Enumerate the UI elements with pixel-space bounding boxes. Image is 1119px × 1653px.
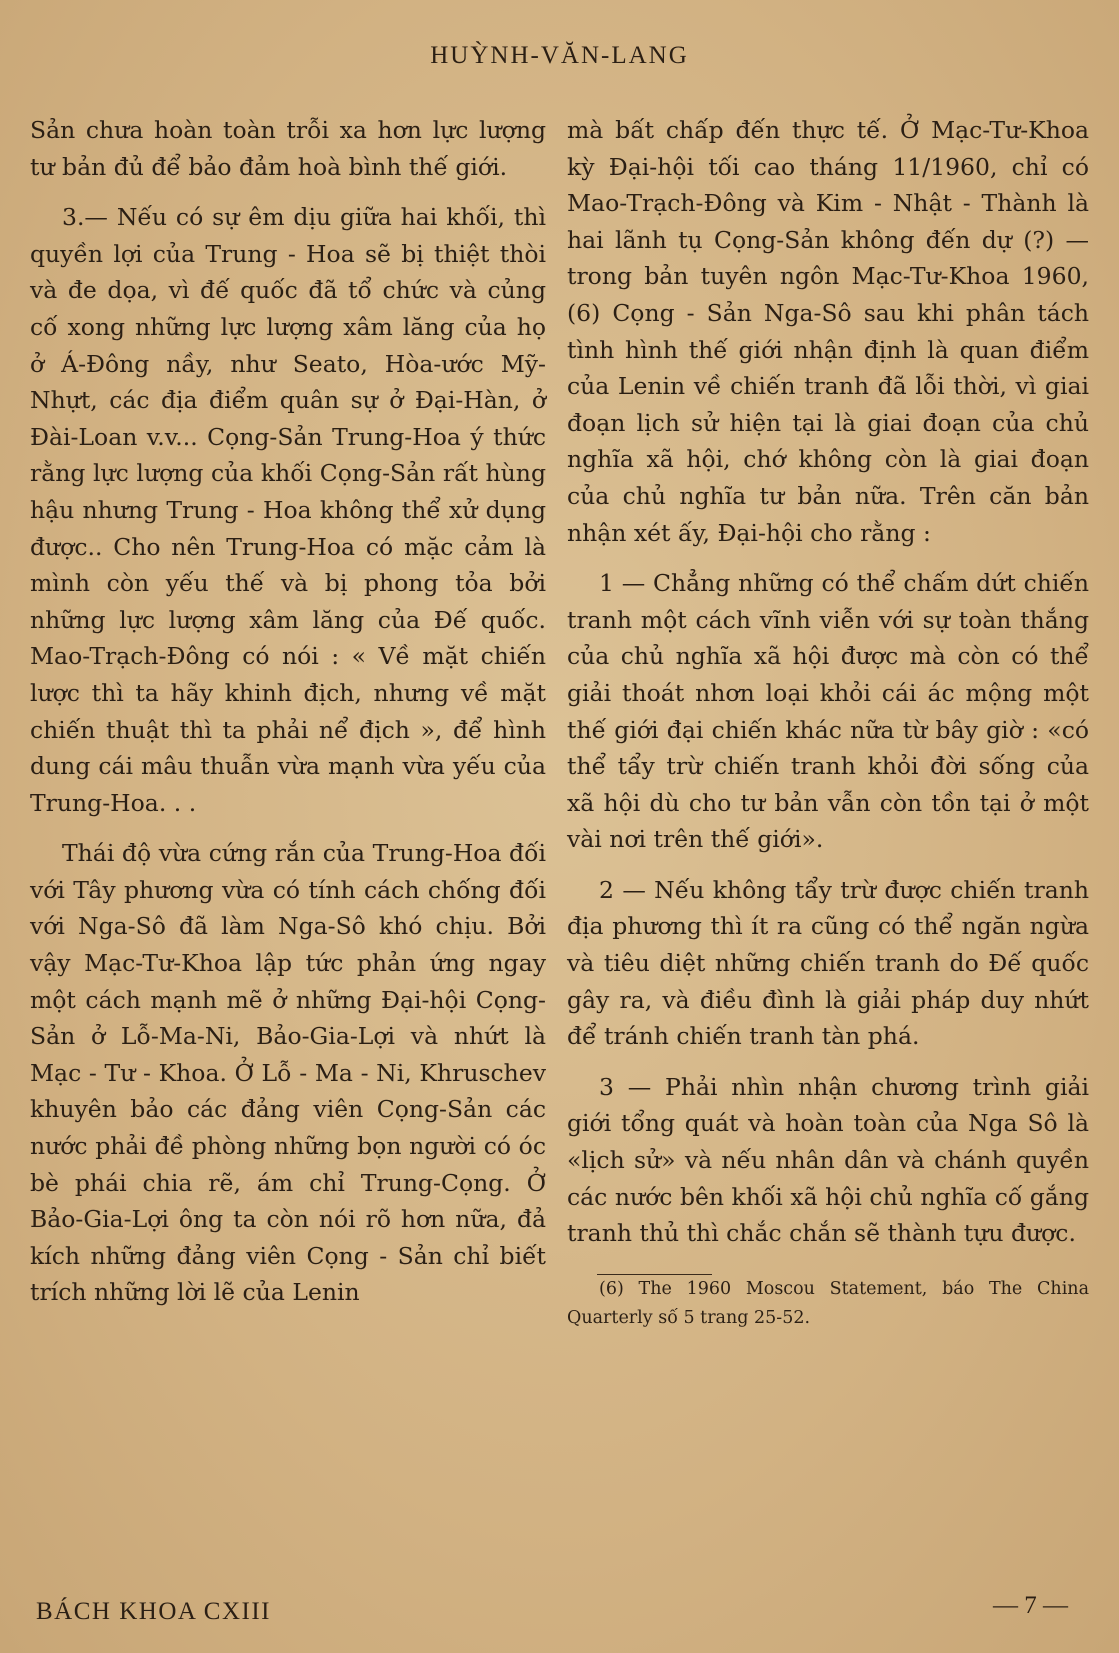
running-header: HUỲNH-VĂN-LANG	[430, 42, 689, 69]
paragraph-continuation: Sản chưa hoàn toàn trỗi xa hơn lực lượng tư bản đủ để bảo đảm hoà bình thế giới.	[30, 116, 546, 181]
page-number: — 7 —	[993, 1592, 1068, 1619]
paragraph-item-3: 3 — Phải nhìn nhận chương trình giải giới tổng quát và hoàn toàn của Nga Sô là «lịch sử» và nếu nhân dân và chánh quyền các nước bên khối xã hội chủ nghĩa cố gắng tranh thủ thì chắc chắn sẽ thành tựu được.	[567, 1072, 1089, 1248]
paragraph-item-2: 2 — Nếu không tẩy trừ được chiến tranh địa phương thì ít ra cũng có thể ngăn ngừa và tiêu diệt những chiến tranh do Đế quốc gây ra, và điều đình là giải pháp duy nhứt để tránh chiến tranh tàn phá.	[567, 875, 1089, 1051]
paragraph-item-1: 1 — Chẳng những có thể chấm dứt chiến tranh một cách vĩnh viễn với sự toàn thắng của chủ nghĩa xã hội được mà còn có thể giải thoát nhơn loại khỏi cái ác mộng một thế giới đại chiến khác nữa từ bây giờ : «có thể tẩy trừ chiến tranh khỏi đời sống của xã hội dù cho tư bản vẫn còn tồn tại ở một vài nơi trên thế giới».	[567, 569, 1089, 854]
right-column	[567, 112, 1089, 1333]
footnote: (6) The 1960 Moscou Statement, báo The China Quarterly số 5 trang 25-52.	[567, 1278, 1089, 1328]
paragraph-moscow-congress: mà bất chấp đến thực tế. Ở Mạc-Tư-Khoa kỳ Đại-hội tối cao tháng 11/1960, chỉ có Mao-Trạch-Đông và Kim - Nhật - Thành là hai lãnh tụ Cọng-Sản không đến dự (?) — trong bản tuyên ngôn Mạc-Tư-Khoa 1960, (6) Cọng - Sản Nga-Sô sau khi phân tách tình hình thế giới nhận định là quan điểm của Lenin về chiến tranh đã lỗi thời, vì giai đoạn lịch sử hiện tại là giai đoạn của chủ nghĩa xã hội, chớ không còn là giai đoạn của chủ nghĩa tư bản nữa. Trên căn bản nhận xét ấy, Đại-hội cho rằng :	[567, 116, 1089, 547]
footer-publication: BÁCH KHOA CXIII	[36, 1598, 271, 1625]
left-column	[30, 112, 546, 1311]
paragraph-point-3: 3.— Nếu có sự êm dịu giữa hai khối, thì quyền lợi của Trung - Hoa sẽ bị thiệt thòi và đe dọa, vì đế quốc đã tổ chức và củng cố xong những lực lượng xâm lăng của họ ở Á-Đông nầy, như Seato, Hòa-ước Mỹ-Nhựt, các địa điểm quân sự ở Đại-Hàn, ở Đài-Loan v.v... Cọng-Sản Trung-Hoa ý thức rằng lực lượng của khối Cọng-Sản rất hùng hậu nhưng Trung - Hoa không thể xử dụng được.. Cho nên Trung-Hoa có mặc cảm là mình còn yếu thế và bị phong tỏa bởi những lực lượng xâm lăng của Đế quốc. Mao-Trạch-Đông có nói : « Về mặt chiến lược thì ta hãy khinh địch, nhưng về mặt chiến thuật thì ta phải nể địch », để hình dung cái mâu thuẫn vừa mạnh vừa yếu của Trung-Hoa. . .	[30, 203, 546, 817]
paragraph-attitude: Thái độ vừa cứng rắn của Trung-Hoa đối với Tây phương vừa có tính cách chống đối với Nga-Sô đã làm Nga-Sô khó chịu. Bởi vậy Mạc-Tư-Khoa lập tức phản ứng ngay một cách mạnh mẽ ở những Đại-hội Cọng-Sản ở Lỗ-Ma-Ni, Bảo-Gia-Lợi và nhứt là Mạc - Tư - Khoa. Ở Lỗ - Ma - Ni, Khruschev khuyên bảo các đảng viên Cọng-Sản các nước phải đề phòng những bọn người có óc bè phái chia rẽ, ám chỉ Trung-Cọng. Ở Bảo-Gia-Lợi ông ta còn nói rõ hơn nữa, đả kích những đảng viên Cọng - Sản chỉ biết trích những lời lẽ của Lenin	[30, 839, 546, 1307]
